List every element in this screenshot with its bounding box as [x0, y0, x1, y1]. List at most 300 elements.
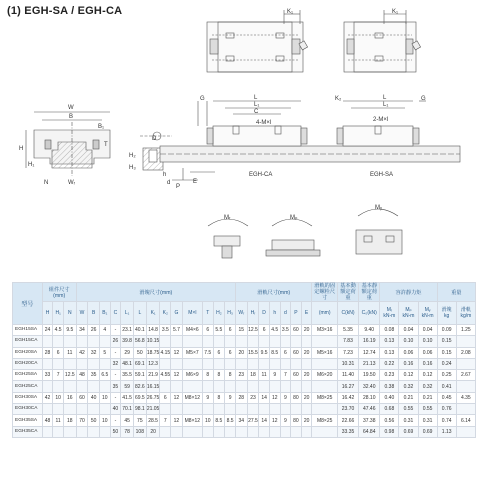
table-cell: 20 [301, 325, 312, 336]
table-cell: 14 [259, 415, 270, 426]
table-cell [160, 336, 171, 347]
table-cell [76, 358, 88, 369]
table-cell [259, 404, 270, 415]
sub-w: W [76, 302, 88, 325]
table-cell: 6 [225, 347, 236, 358]
label-e: E [193, 179, 198, 185]
table-cell: 0.68 [380, 404, 399, 415]
cell-model: EGH30CA [13, 404, 43, 415]
table-cell [182, 426, 202, 437]
table-cell: 10 [100, 392, 111, 403]
table-row [13, 347, 476, 358]
table-cell [301, 426, 312, 437]
table-cell: 12.3 [146, 358, 160, 369]
moment-my-diagram [356, 209, 402, 254]
table-cell: 0.69 [418, 426, 437, 437]
table-cell: 0.32 [399, 381, 418, 392]
table-cell [53, 381, 64, 392]
table-cell [160, 381, 171, 392]
table-cell [235, 381, 247, 392]
table-cell: 14.8 [146, 325, 160, 336]
table-cell: 8 [213, 392, 225, 403]
spec-table [12, 282, 476, 438]
table-cell: 48 [42, 415, 53, 426]
table-cell: 0.23 [380, 370, 399, 381]
table-cell: 32 [88, 347, 100, 358]
table-cell [171, 426, 183, 437]
label-egh-ca: EGH-CA [249, 172, 273, 178]
table-cell [160, 358, 171, 369]
table-cell [160, 404, 171, 415]
table-cell: 9.5 [63, 325, 76, 336]
label-mr: Mᵣ [224, 215, 231, 221]
table-cell: M4×6 [182, 325, 202, 336]
table-cell: 12 [171, 347, 183, 358]
table-cell [88, 358, 100, 369]
table-cell: 10 [100, 415, 111, 426]
table-cell: 78 [121, 426, 134, 437]
table-cell: 8.5 [213, 415, 225, 426]
table-cell: 0.38 [380, 381, 399, 392]
table-cell [291, 381, 302, 392]
section-view [26, 112, 110, 176]
table-cell: 4.55 [160, 370, 171, 381]
table-cell: 10 [53, 392, 64, 403]
table-cell: 64.84 [359, 426, 380, 437]
table-cell: 4.35 [456, 392, 475, 403]
top-view-ca [207, 10, 308, 72]
table-cell: M8×25 [312, 415, 337, 426]
table-cell: 32 [110, 358, 121, 369]
table-cell [182, 404, 202, 415]
table-cell: 9 [280, 392, 291, 403]
table-cell [202, 381, 213, 392]
label-h-small: h [163, 172, 167, 178]
table-cell [88, 381, 100, 392]
table-cell: 0.06 [399, 347, 418, 358]
sub-weight-rail: 滑軌 kg/m [456, 302, 475, 325]
table-cell: 15 [235, 325, 247, 336]
table-cell [291, 426, 302, 437]
table-cell [456, 358, 475, 369]
sub-h1: H₁ [53, 302, 64, 325]
table-cell [235, 404, 247, 415]
table-cell [202, 358, 213, 369]
table-cell: 32.40 [359, 381, 380, 392]
table-cell [235, 336, 247, 347]
table-cell: 33.35 [337, 426, 358, 437]
cell-model: EGH25CA [13, 381, 43, 392]
table-cell: 70 [76, 415, 88, 426]
table-cell: 48 [76, 370, 88, 381]
table-cell [301, 381, 312, 392]
table-cell: 35.5 [121, 370, 134, 381]
top-view-sa [344, 10, 421, 72]
table-cell: 0.25 [437, 370, 456, 381]
table-cell: 16.42 [337, 392, 358, 403]
table-cell: 7.5 [202, 347, 213, 358]
label-h3: H₃ [129, 165, 136, 171]
label-p: P [176, 184, 181, 190]
moment-mp-diagram [266, 219, 320, 256]
table-cell: 18 [247, 370, 259, 381]
table-cell [171, 404, 183, 415]
table-cell: M8×12 [182, 415, 202, 426]
table-cell: 59.1 [133, 370, 146, 381]
cell-model: EGH20CA [13, 358, 43, 369]
table-cell: 0.15 [437, 336, 456, 347]
table-cell: 7.83 [337, 336, 358, 347]
label-mxl-ca: 4-M×l [256, 120, 272, 126]
header-moment: 容許靜力矩 [380, 283, 437, 302]
table-row [13, 415, 476, 426]
table-cell [247, 358, 259, 369]
table-cell: 108 [133, 426, 146, 437]
table-cell [76, 426, 88, 437]
label-mxl-sa: 2-M×l [373, 117, 389, 123]
table-cell: 2.08 [456, 347, 475, 358]
cell-model: EGH30SA [13, 392, 43, 403]
label-l-sa: L [383, 95, 387, 101]
table-cell [312, 404, 337, 415]
table-cell: 47.46 [359, 404, 380, 415]
label-l-ca: L [254, 95, 258, 101]
label-n: N [44, 180, 49, 186]
table-cell [88, 336, 100, 347]
table-cell [88, 404, 100, 415]
table-cell: 12.74 [359, 347, 380, 358]
table-cell: 2.67 [456, 370, 475, 381]
table-cell: 80 [291, 392, 302, 403]
table-cell: 20 [146, 426, 160, 437]
sub-h: H [42, 302, 53, 325]
sub-l1: L₁ [121, 302, 134, 325]
table-row [13, 358, 476, 369]
table-cell [42, 426, 53, 437]
table-cell [63, 381, 76, 392]
table-row [13, 381, 476, 392]
label-l1-ca: L₁ [254, 102, 260, 108]
table-cell: 0.16 [399, 358, 418, 369]
label-h2: H₂ [129, 153, 136, 159]
label-b: B [69, 114, 74, 120]
table-cell [456, 336, 475, 347]
table-cell: 0.31 [418, 415, 437, 426]
label-t: T [104, 142, 108, 148]
table-cell: 5 [100, 347, 111, 358]
table-cell: 40 [88, 392, 100, 403]
label-g-sa: G [421, 96, 426, 102]
table-cell: 16 [63, 392, 76, 403]
table-cell [291, 404, 302, 415]
table-row [13, 370, 476, 381]
table-cell: 0.69 [399, 426, 418, 437]
table-cell: 16.19 [359, 336, 380, 347]
table-cell: 23.1 [121, 325, 134, 336]
label-d-small: d [167, 180, 171, 186]
table-cell [42, 358, 53, 369]
table-row [13, 404, 476, 415]
table-cell: 60 [291, 325, 302, 336]
table-cell: 4.5 [53, 325, 64, 336]
table-cell [225, 404, 236, 415]
table-cell [76, 381, 88, 392]
sub-static-load: C₀(kN) [359, 302, 380, 325]
table-cell: 0.31 [399, 415, 418, 426]
table-cell: 0.13 [380, 336, 399, 347]
table-cell [280, 426, 291, 437]
table-cell [53, 336, 64, 347]
table-cell [291, 358, 302, 369]
table-cell [213, 426, 225, 437]
table-cell [312, 336, 337, 347]
table-cell: 0.13 [380, 347, 399, 358]
table-cell: 6 [280, 347, 291, 358]
header-dynamic-load: 基本動額定荷重 [337, 283, 358, 302]
label-l1-sa: L₁ [383, 102, 389, 108]
table-cell [247, 381, 259, 392]
table-cell [213, 381, 225, 392]
table-cell: 0.45 [437, 392, 456, 403]
table-cell: 3.5 [160, 325, 171, 336]
table-cell: 7 [53, 370, 64, 381]
table-cell: 0.41 [437, 381, 456, 392]
table-cell [76, 404, 88, 415]
table-cell [42, 336, 53, 347]
table-cell: 10 [202, 415, 213, 426]
header-assembly: 組件尺寸 (mm) [42, 283, 76, 302]
sub-wr: Wᵣ [235, 302, 247, 325]
table-cell [182, 358, 202, 369]
table-cell [225, 381, 236, 392]
table-cell: 20 [301, 392, 312, 403]
table-cell: 9 [202, 392, 213, 403]
table-cell [312, 381, 337, 392]
sub-h-small: h [269, 302, 280, 325]
sub-k2: K₂ [160, 302, 171, 325]
table-cell: 35 [88, 370, 100, 381]
table-cell: 27.5 [247, 415, 259, 426]
table-cell [301, 336, 312, 347]
table-cell: 18.75 [146, 347, 160, 358]
table-cell [63, 426, 76, 437]
table-cell [100, 358, 111, 369]
table-cell: - [110, 370, 121, 381]
sub-weight-block: 滑塊 kg [437, 302, 456, 325]
table-cell [100, 336, 111, 347]
table-cell: 34 [76, 325, 88, 336]
table-cell: 0.76 [437, 404, 456, 415]
table-cell: 80 [291, 415, 302, 426]
label-b1: B₁ [98, 124, 105, 130]
table-cell [42, 381, 53, 392]
cell-model: EGH20SA [13, 347, 43, 358]
table-cell: 6 [259, 325, 270, 336]
table-cell: 11 [259, 370, 270, 381]
table-cell: 0.24 [437, 358, 456, 369]
label-egh-sa: EGH-SA [370, 172, 394, 178]
table-cell: 12 [269, 392, 280, 403]
sub-b: B [88, 302, 100, 325]
table-cell [76, 336, 88, 347]
cell-model: EGH15SA [13, 325, 43, 336]
table-cell: 0.22 [380, 358, 399, 369]
header-weight: 重量 [437, 283, 475, 302]
label-w: W [68, 105, 74, 111]
table-cell: 42 [42, 392, 53, 403]
table-cell: 5.7 [171, 325, 183, 336]
sub-c: C [110, 302, 121, 325]
table-cell: 28.5 [146, 415, 160, 426]
table-cell [291, 336, 302, 347]
table-cell: M8×25 [312, 392, 337, 403]
moment-mr-diagram [208, 219, 248, 258]
sub-k1: K₁ [146, 302, 160, 325]
table-cell: 20 [301, 415, 312, 426]
table-cell: - [110, 325, 121, 336]
spec-table-body [13, 325, 476, 438]
table-cell [259, 381, 270, 392]
sub-h3: H₃ [225, 302, 236, 325]
table-cell: 26 [88, 325, 100, 336]
table-cell [202, 426, 213, 437]
table-cell: 22.66 [337, 415, 358, 426]
table-cell [100, 404, 111, 415]
sub-d-small: d [280, 302, 291, 325]
table-cell [280, 336, 291, 347]
table-cell: 5.35 [337, 325, 358, 336]
table-cell: 20 [235, 347, 247, 358]
sub-l: L [133, 302, 146, 325]
table-cell: 0.56 [380, 415, 399, 426]
table-cell [235, 426, 247, 437]
table-cell [235, 358, 247, 369]
table-cell: 12 [171, 415, 183, 426]
table-cell: 19.50 [359, 370, 380, 381]
table-cell: 9 [225, 392, 236, 403]
label-h1: H₁ [28, 162, 35, 168]
table-cell: 9 [269, 370, 280, 381]
table-cell: 28.10 [359, 392, 380, 403]
label-d: D [152, 136, 157, 142]
table-cell: 6 [53, 347, 64, 358]
label-g-ca: G [200, 96, 205, 102]
table-cell: 45 [121, 415, 134, 426]
table-cell: - [110, 347, 121, 358]
table-cell [225, 336, 236, 347]
table-cell: 82.6 [133, 381, 146, 392]
table-cell: 69.5 [133, 392, 146, 403]
table-cell [182, 336, 202, 347]
table-cell: 42 [76, 347, 88, 358]
table-cell: 0.55 [399, 404, 418, 415]
table-cell: 29 [121, 347, 134, 358]
label-k1-ca: K₁ [287, 9, 294, 15]
table-cell: 6 [225, 325, 236, 336]
table-cell: 0.98 [380, 426, 399, 437]
table-cell: 11 [53, 415, 64, 426]
cell-model: EGH35CA [13, 426, 43, 437]
table-cell [213, 358, 225, 369]
page-title: (1) EGH-SA / EGH-CA [7, 5, 123, 17]
table-cell: 0.08 [380, 325, 399, 336]
label-wr: Wᵣ [68, 180, 76, 186]
table-cell: 21.13 [359, 358, 380, 369]
table-cell [259, 426, 270, 437]
table-cell [100, 381, 111, 392]
sub-n: N [63, 302, 76, 325]
table-cell: - [110, 392, 121, 403]
table-cell: 50 [133, 347, 146, 358]
table-cell: 12 [171, 370, 183, 381]
table-cell: 5.5 [213, 325, 225, 336]
table-cell [259, 358, 270, 369]
table-cell [213, 336, 225, 347]
table-cell [269, 336, 280, 347]
table-cell: M5×16 [312, 347, 337, 358]
table-cell: 50 [88, 415, 100, 426]
table-row [13, 392, 476, 403]
label-k2-sa: K₂ [335, 96, 342, 102]
table-cell: 40 [110, 404, 121, 415]
table-cell: 69.1 [133, 358, 146, 369]
side-elevation [160, 101, 460, 180]
table-cell: 33 [42, 370, 53, 381]
table-cell: 20 [301, 370, 312, 381]
table-cell: 35 [110, 381, 121, 392]
table-cell: 0.09 [437, 325, 456, 336]
table-cell [269, 358, 280, 369]
table-cell: 0.10 [418, 336, 437, 347]
table-cell [202, 404, 213, 415]
table-cell [280, 358, 291, 369]
table-cell: 0.21 [399, 392, 418, 403]
table-cell [160, 426, 171, 437]
table-cell: 0.12 [418, 370, 437, 381]
table-cell: 26.75 [146, 392, 160, 403]
label-h: H [19, 146, 24, 152]
table-cell: 16.27 [337, 381, 358, 392]
table-cell [247, 404, 259, 415]
sub-mp: Mₚ kN-m [399, 302, 418, 325]
table-cell: 9 [280, 415, 291, 426]
sub-hr: Hᵣ [247, 302, 259, 325]
table-cell: 4.15 [160, 347, 171, 358]
table-row [13, 325, 476, 336]
table-cell: 23 [247, 392, 259, 403]
table-cell: 34 [235, 415, 247, 426]
table-cell: 8.5 [225, 415, 236, 426]
table-cell [171, 358, 183, 369]
table-cell: 3.5 [280, 325, 291, 336]
table-cell: 0.16 [418, 358, 437, 369]
table-cell [213, 404, 225, 415]
table-cell: 6 [202, 325, 213, 336]
table-cell: 60 [291, 347, 302, 358]
table-cell [456, 404, 475, 415]
cell-model: EGH35SA [13, 415, 43, 426]
table-cell: 21.05 [146, 404, 160, 415]
table-cell: 40.1 [133, 325, 146, 336]
table-cell [63, 358, 76, 369]
sub-my: Mᵧ kN-m [418, 302, 437, 325]
table-cell [53, 426, 64, 437]
table-cell: 11 [63, 347, 76, 358]
table-cell: 37.38 [359, 415, 380, 426]
table-cell [42, 404, 53, 415]
sub-p: P [291, 302, 302, 325]
table-cell: 75 [133, 415, 146, 426]
